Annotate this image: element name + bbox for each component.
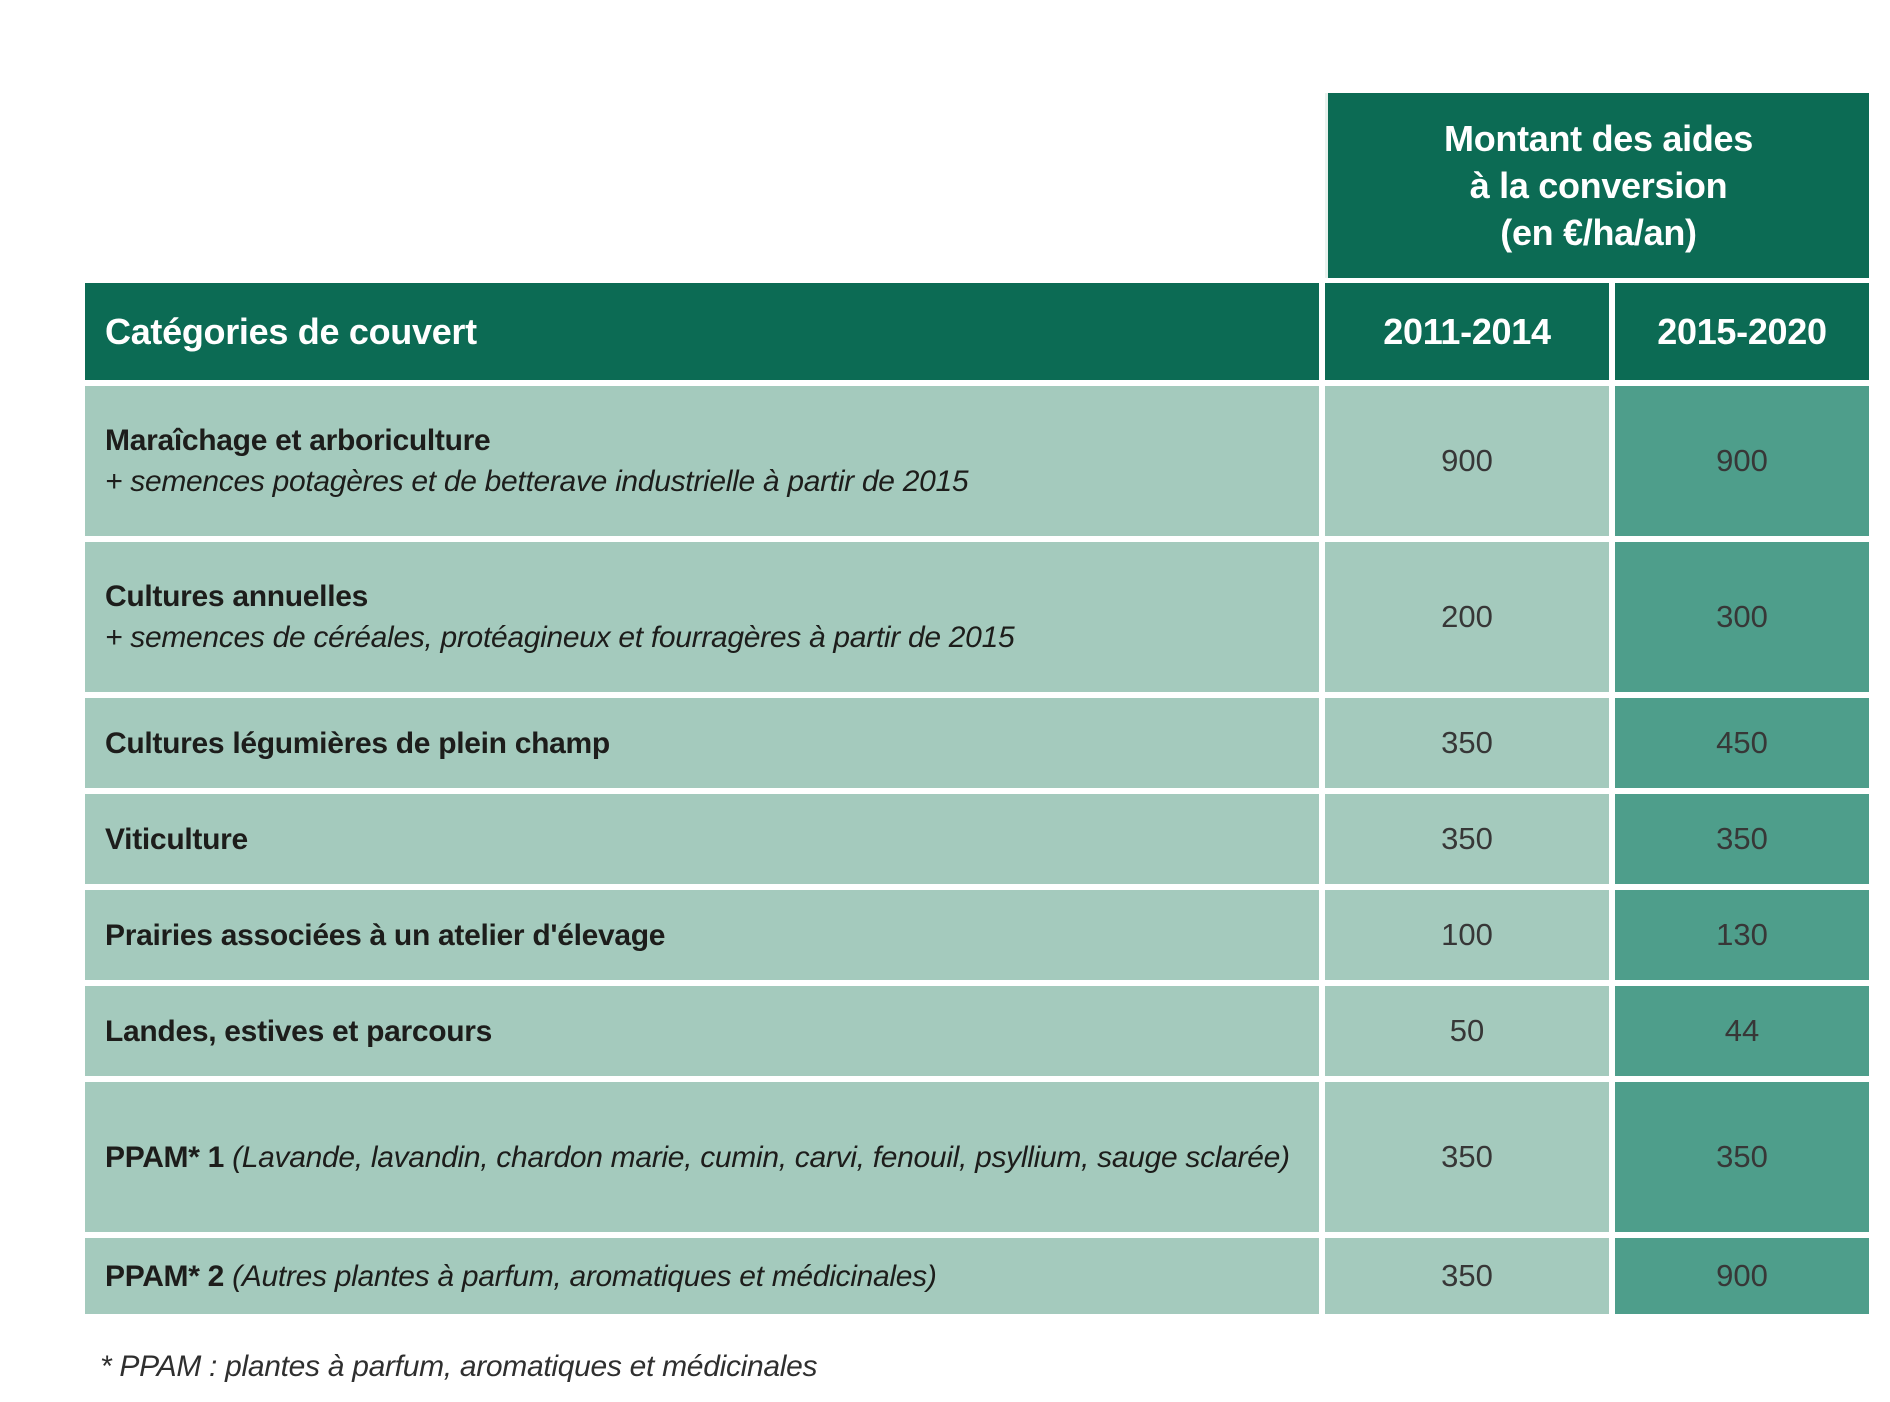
aid-amount-merged-header bbox=[1325, 93, 1869, 278]
category-note: + semences potagères et de betterave industrielle à partir de 2015 bbox=[105, 465, 969, 498]
category-cell-ppam-1 bbox=[85, 1082, 1319, 1232]
value-2015-2020: 900 bbox=[1615, 1238, 1869, 1314]
value-2015-2020: 130 bbox=[1615, 890, 1869, 980]
value-2015-2020: 900 bbox=[1615, 386, 1869, 536]
value-2011-2014: 100 bbox=[1325, 890, 1609, 980]
ppam-footnote: * PPAM : plantes à parfum, aromatiques et médicinales bbox=[100, 1350, 818, 1383]
value-2011-2014: 350 bbox=[1325, 794, 1609, 884]
category-name: Viticulture bbox=[105, 822, 248, 856]
category-name: PPAM* 1 bbox=[105, 1140, 225, 1174]
category-text bbox=[105, 1137, 1305, 1178]
value-2011-2014: 900 bbox=[1325, 386, 1609, 536]
category-name: Maraîchage et arboriculture bbox=[105, 424, 491, 457]
conversion-aid-table bbox=[85, 283, 1869, 1314]
category-name: Cultures légumières de plein champ bbox=[105, 726, 610, 760]
category-note: (Autres plantes à parfum, aromatiques et médicinales) bbox=[232, 1259, 937, 1293]
value-2011-2014: 350 bbox=[1325, 698, 1609, 788]
category-text bbox=[105, 1256, 1305, 1297]
aid-amount-header-line2: à la conversion bbox=[1469, 165, 1728, 206]
category-cell-viticulture bbox=[85, 794, 1319, 884]
column-header-2011-2014: 2011-2014 bbox=[1325, 283, 1609, 380]
value-2015-2020: 450 bbox=[1615, 698, 1869, 788]
category-name: PPAM* 2 bbox=[105, 1259, 225, 1293]
value-2011-2014: 350 bbox=[1325, 1082, 1609, 1232]
category-cell-cultures-annuelles bbox=[85, 542, 1319, 692]
value-2011-2014: 350 bbox=[1325, 1238, 1609, 1314]
category-name: Landes, estives et parcours bbox=[105, 1014, 493, 1048]
aid-amount-header-line1: Montant des aides bbox=[1444, 118, 1753, 159]
category-cell-ppam-2 bbox=[85, 1238, 1319, 1314]
category-cell-prairies bbox=[85, 890, 1319, 980]
value-2011-2014: 200 bbox=[1325, 542, 1609, 692]
category-cell-landes bbox=[85, 986, 1319, 1076]
value-2015-2020: 44 bbox=[1615, 986, 1869, 1076]
category-cell-maraichage bbox=[85, 386, 1319, 536]
aid-amount-header-line3: (en €/ha/an) bbox=[1500, 212, 1697, 253]
category-cell-cultures-legumieres bbox=[85, 698, 1319, 788]
category-note: (Lavande, lavandin, chardon marie, cumin, carvi, fenouil, psyllium, sauge sclarée) bbox=[232, 1140, 1290, 1174]
value-2015-2020: 300 bbox=[1615, 542, 1869, 692]
value-2015-2020: 350 bbox=[1615, 794, 1869, 884]
category-name: Cultures annuelles bbox=[105, 580, 369, 613]
column-header-categories: Catégories de couvert bbox=[85, 283, 1319, 380]
category-note: + semences de céréales, protéagineux et fourragères à partir de 2015 bbox=[105, 621, 1015, 654]
category-name: Prairies associées à un atelier d'élevage bbox=[105, 918, 666, 952]
column-header-2015-2020: 2015-2020 bbox=[1615, 283, 1869, 380]
value-2011-2014: 50 bbox=[1325, 986, 1609, 1076]
value-2015-2020: 350 bbox=[1615, 1082, 1869, 1232]
